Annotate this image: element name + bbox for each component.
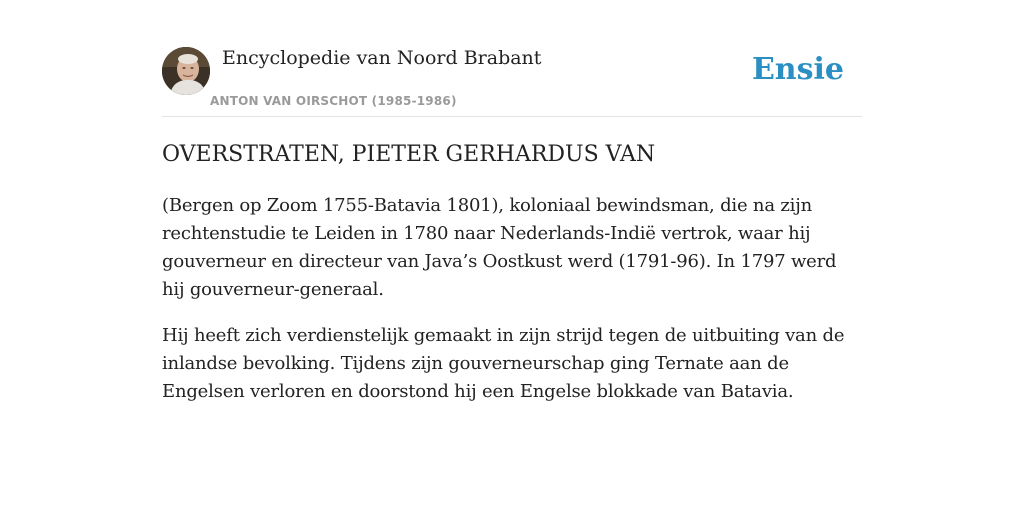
article-body	[162, 192, 862, 424]
author-name: ANTON VAN OIRSCHOT (1985-1986)	[210, 94, 457, 108]
author-avatar	[162, 47, 210, 95]
article-title: OVERSTRATEN, PIETER GERHARDUS VAN	[162, 142, 656, 167]
ensie-logo[interactable]: Ensie	[751, 52, 844, 87]
header	[162, 46, 862, 117]
article-paragraph: Hij heeft zich verdienstelijk gemaakt in zijn strijd tegen de uitbuiting van de inlandse bevolking. Tijdens zijn gouverneurschap ging Ternate aan de Engelsen verloren en doorstond hij een Engelse blokkade van Batavia.	[162, 325, 845, 402]
portrait-photo-icon	[162, 47, 210, 95]
publication-title[interactable]: Encyclopedie van Noord Brabant	[222, 47, 542, 69]
article-paragraph: (Bergen op Zoom 1755-Batavia 1801), koloniaal bewindsman, die na zijn rechtenstudie te Leiden in 1780 naar Nederlands-Indië vertrok, waar hij gouverneur en directeur van Java’s Oostkust werd (1791-96). In 1797 werd hij gouverneur-generaal.	[162, 195, 837, 300]
